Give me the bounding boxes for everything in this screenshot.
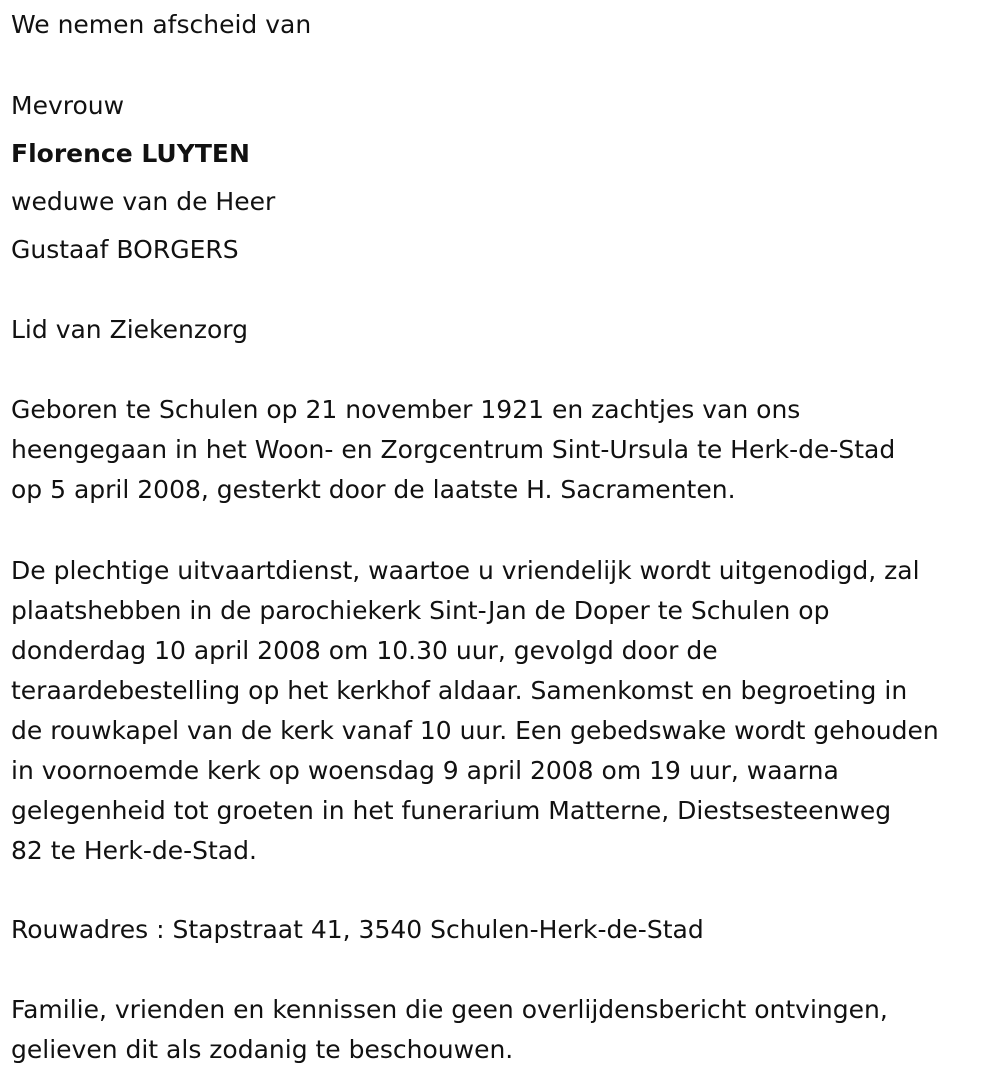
service-paragraph-line: gelegenheid tot groeten in het funerarium Matterne, Diestsesteenweg <box>11 796 892 825</box>
service-paragraph-line: donderdag 10 april 2008 om 10.30 uur, gevolgd door de <box>11 636 718 665</box>
birth-paragraph-line: Geboren te Schulen op 21 november 1921 en zachtjes van ons <box>11 395 801 424</box>
honorific: Mevrouw <box>11 91 125 120</box>
service-paragraph-line: in voornoemde kerk op woensdag 9 april 2008 om 19 uur, waarna <box>11 756 839 785</box>
address-line: Rouwadres : Stapstraat 41, 3540 Schulen-Herk-de-Stad <box>11 915 704 944</box>
service-paragraph-line: de rouwkapel van de kerk vanaf 10 uur. Een gebedswake wordt gehouden <box>11 716 939 745</box>
widow-line-1: weduwe van de Heer <box>11 187 276 216</box>
service-paragraph-line: 82 te Herk-de-Stad. <box>11 836 257 865</box>
birth-paragraph-line: op 5 april 2008, gesterkt door de laatste H. Sacramenten. <box>11 475 736 504</box>
membership-line: Lid van Ziekenzorg <box>11 315 248 344</box>
closing-paragraph-line: gelieven dit als zodanig te beschouwen. <box>11 1035 514 1064</box>
widow-line-2: Gustaaf BORGERS <box>11 235 239 264</box>
deceased-name: Florence LUYTEN <box>11 139 250 168</box>
closing-paragraph-line: Familie, vrienden en kennissen die geen overlijdensbericht ontvingen, <box>11 995 888 1024</box>
intro-line: We nemen afscheid van <box>11 10 312 39</box>
birth-paragraph-line: heengegaan in het Woon- en Zorgcentrum Sint-Ursula te Herk-de-Stad <box>11 435 896 464</box>
service-paragraph-line: plaatshebben in de parochiekerk Sint-Jan de Doper te Schulen op <box>11 596 830 625</box>
service-paragraph-line: De plechtige uitvaartdienst, waartoe u vriendelijk wordt uitgenodigd, zal <box>11 556 920 585</box>
service-paragraph-line: teraardebestelling op het kerkhof aldaar. Samenkomst en begroeting in <box>11 676 908 705</box>
